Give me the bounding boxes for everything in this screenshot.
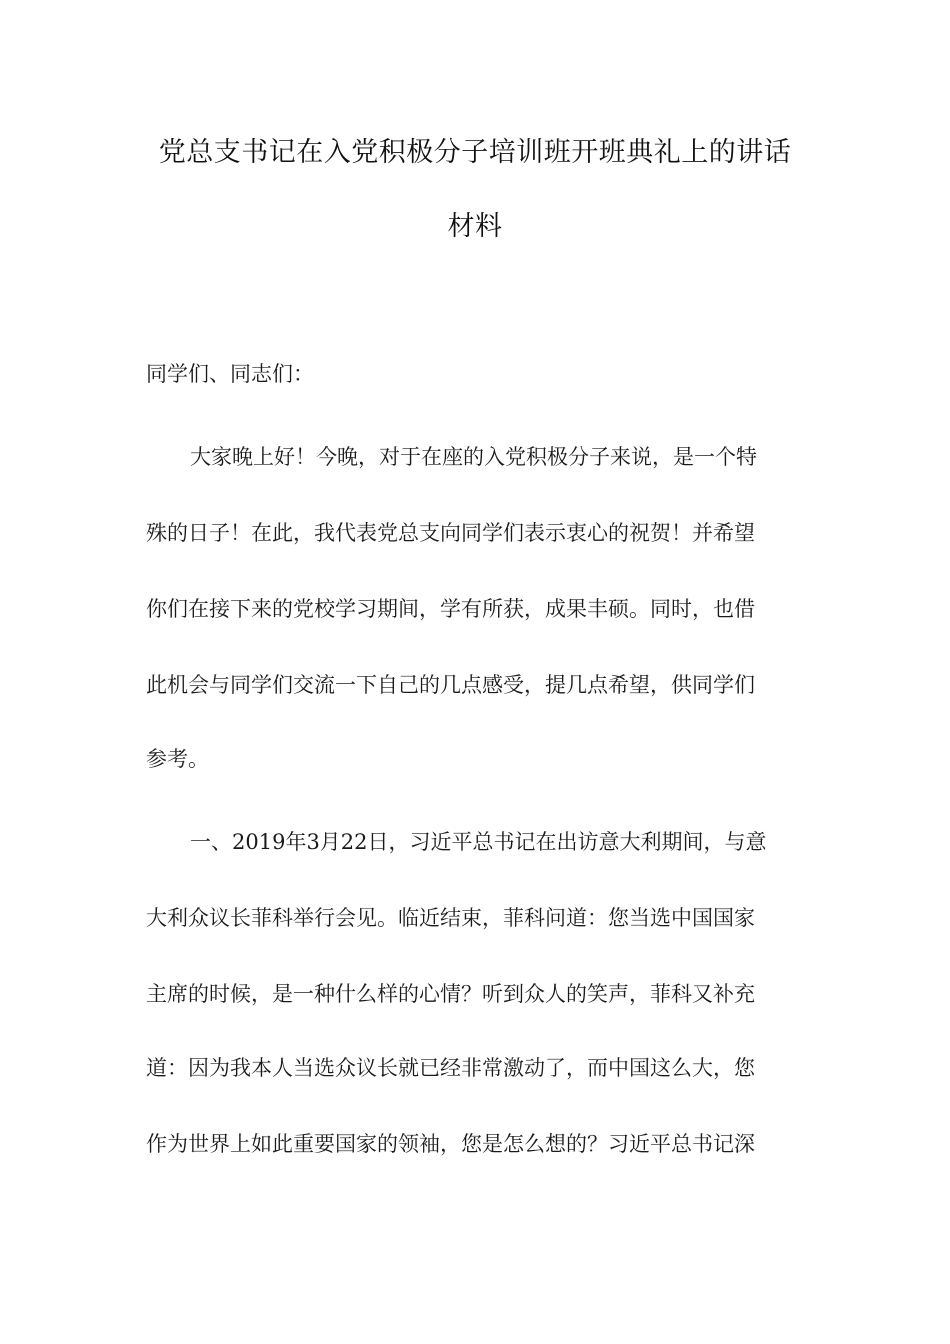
document-title-line-2: 材料 <box>447 211 503 242</box>
paragraph-2-line: 大利众议长菲科举行会见。临近结束，菲科问道：您当选中国国家 <box>146 906 755 930</box>
paragraph-2-line: 主席的时候，是一种什么样的心情？听到众人的笑声，菲科又补充 <box>146 982 755 1006</box>
paragraph-1-line: 大家晚上好！今晚，对于在座的入党积极分子来说，是一个特 <box>190 445 757 469</box>
paragraph-1-line: 你们在接下来的党校学习期间，学有所获，成果丰硕。同时，也借 <box>146 597 755 621</box>
salutation: 同学们、同志们： <box>146 362 314 386</box>
paragraph-2-line: 一、2019年3月22日，习近平总书记在出访意大利期间，与意 <box>190 830 767 854</box>
document-title-line-1: 党总支书记在入党积极分子培训班开班典礼上的讲话 <box>158 137 792 168</box>
paragraph-1-line: 此机会与同学们交流一下自己的几点感受，提几点希望，供同学们 <box>146 673 755 697</box>
paragraph-1-line: 殊的日子！在此，我代表党总支向同学们表示衷心的祝贺！并希望 <box>146 521 755 545</box>
paragraph-1-line: 参考。 <box>146 747 209 771</box>
paragraph-2-line: 道：因为我本人当选众议长就已经非常激动了，而中国这么大，您 <box>146 1056 755 1080</box>
paragraph-2-line: 作为世界上如此重要国家的领袖，您是怎么想的？习近平总书记深 <box>146 1132 755 1156</box>
